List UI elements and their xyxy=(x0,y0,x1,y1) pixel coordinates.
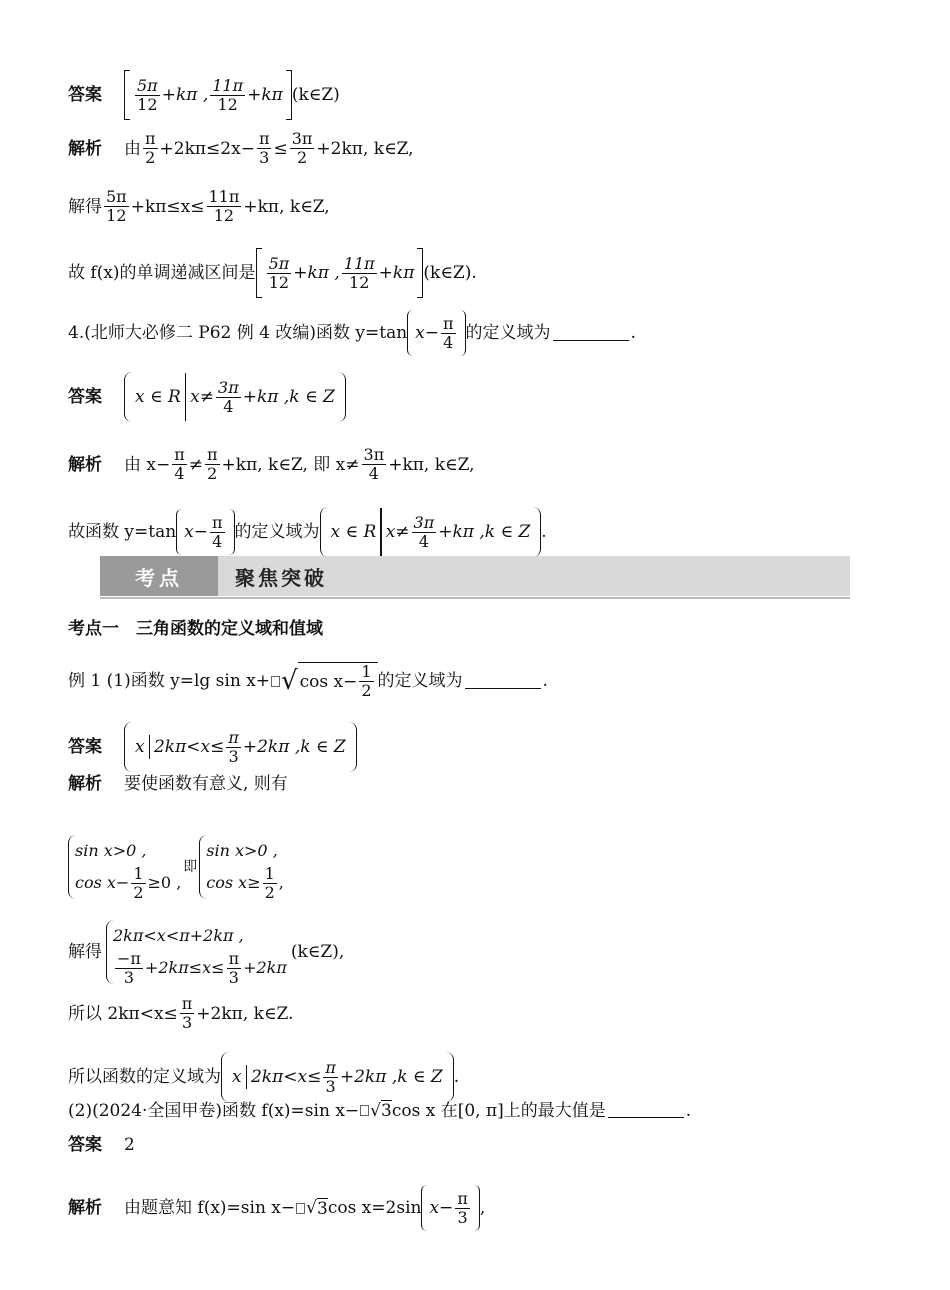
so-line-1 xyxy=(68,995,293,1032)
answer-label: 答案 xyxy=(68,387,102,407)
answer-value: 2 xyxy=(124,1135,135,1155)
question-text: 例 1 (1)函数 y=lg sin x+ xyxy=(68,671,271,691)
text: 故 f(x)的单调递减区间是 xyxy=(68,263,256,283)
fraction: $\frac{1}{2}$ xyxy=(361,662,372,700)
math-text: +kπ, k∈Z, xyxy=(388,454,475,475)
analysis-label: 解析 xyxy=(68,138,102,159)
math-text: +kπ, k∈Z, xyxy=(243,196,330,217)
analysis-label: 解析 xyxy=(68,774,102,794)
fraction: $\frac{3\pi}{2}$ xyxy=(291,129,313,167)
solve-line-1 xyxy=(68,188,330,225)
math-text: +kπ, k∈Z, 即 x≠ xyxy=(221,454,360,475)
conclusion-line-q4 xyxy=(68,507,547,557)
fraction: $\frac{\pi}{3}$ xyxy=(228,727,239,766)
fraction: $\frac{11\pi}{12}$ xyxy=(208,187,240,225)
left-brace xyxy=(221,1052,229,1102)
text: 由 xyxy=(124,138,141,159)
answer-line-ex1 xyxy=(68,722,357,772)
fraction: $\frac{\pi}{3}$ xyxy=(457,1188,468,1227)
question-4 xyxy=(68,310,636,356)
math-text: ≤ xyxy=(273,138,288,159)
math-text: +kπ , xyxy=(161,85,209,105)
radical-sign: √ xyxy=(281,666,298,696)
math-text: (k∈Z). xyxy=(423,263,477,283)
analysis-line-1 xyxy=(68,130,414,167)
right-brace xyxy=(446,1052,454,1102)
text: 解得 xyxy=(68,196,102,217)
radical xyxy=(281,662,377,700)
fraction: $\frac{\pi}{4}$ xyxy=(174,445,185,483)
radical-sign: √ xyxy=(370,1100,381,1121)
left-paren xyxy=(407,310,413,356)
right-brace xyxy=(338,372,346,422)
system-1 xyxy=(68,835,284,902)
math-text: 3 xyxy=(316,1198,328,1219)
set-bar xyxy=(246,1065,247,1089)
math-text: x≠ xyxy=(385,522,410,542)
placeholder-box xyxy=(296,1203,305,1214)
system-row: sin x>0 , xyxy=(206,841,278,860)
right-brace xyxy=(533,507,541,557)
text: . xyxy=(630,323,636,343)
fraction: $\frac{3\pi}{4}$ xyxy=(413,512,435,551)
section-tag: 考点 xyxy=(100,556,218,596)
placeholder-box xyxy=(271,676,280,687)
answer-blank xyxy=(465,674,541,689)
radical-body xyxy=(298,662,378,700)
set-bar xyxy=(185,373,186,421)
fraction: $\frac{1}{2}$ xyxy=(264,863,275,902)
fraction: $\frac{5\pi}{12}$ xyxy=(137,75,158,114)
analysis-line-ex1 xyxy=(68,774,288,794)
math-text: x≠ xyxy=(190,387,215,407)
fraction: $\frac{3\pi}{4}$ xyxy=(363,445,385,483)
system-row: $\frac{-\pi}{3}$ +2kπ≤x≤ $\frac{\pi}{3}$ +2kπ xyxy=(117,948,287,987)
fraction: $\frac{11\pi}{12}$ xyxy=(343,253,375,292)
question-text: (2)(2024·全国甲卷)函数 f(x)=sin x− xyxy=(68,1100,360,1121)
math-text: 3 xyxy=(381,1101,392,1121)
question-text: 4.(北师大必修二 P62 例 4 改编)函数 y=tan xyxy=(68,323,408,343)
set-bar xyxy=(380,508,381,556)
right-brace xyxy=(349,722,357,772)
math-text: ≠ xyxy=(188,454,204,475)
left-brace xyxy=(124,722,132,772)
question-text: cos x 在[0, π]上的最大值是 xyxy=(391,1100,606,1121)
fraction: $\frac{-\pi}{3}$ xyxy=(117,948,141,987)
fraction: $\frac{\pi}{3}$ xyxy=(325,1057,336,1096)
example-1-1 xyxy=(68,662,548,700)
fraction: $\frac{\pi}{3}$ xyxy=(258,129,270,167)
math-text: x− xyxy=(415,323,439,343)
text: . xyxy=(541,522,547,542)
fraction: $\frac{\pi}{2}$ xyxy=(145,129,156,167)
topic-heading: 考点一 三角函数的定义域和值域 xyxy=(68,619,323,639)
text: 即 xyxy=(183,859,198,875)
system-row: cos x≥ $\frac{1}{2}$ , xyxy=(206,863,284,902)
conclusion-line-1 xyxy=(68,248,477,298)
math-text: +2kπ ,k ∈ Z xyxy=(242,737,346,757)
math-text: x xyxy=(232,1067,242,1087)
text: , xyxy=(479,1198,486,1218)
math-text: +kπ xyxy=(247,85,283,105)
question-text: 的定义域为 xyxy=(377,671,463,691)
math-text: +2kπ, k∈Z, xyxy=(316,138,414,159)
fraction: $\frac{\pi}{4}$ xyxy=(443,313,454,352)
math-text: x− xyxy=(184,522,209,542)
math-text: x xyxy=(135,737,145,757)
math-text: 所以 2kπ<x≤ xyxy=(68,1003,178,1024)
set-bar xyxy=(149,735,150,759)
fraction: $\frac{\pi}{4}$ xyxy=(212,512,223,551)
inequality-system xyxy=(199,835,284,902)
analysis-line-q4 xyxy=(68,446,475,483)
fraction: $\frac{\pi}{3}$ xyxy=(181,994,193,1032)
analysis-label: 解析 xyxy=(68,454,102,475)
fraction: $\frac{11\pi}{12}$ xyxy=(212,75,244,114)
answer-blank xyxy=(553,326,629,341)
left-brace xyxy=(124,372,132,422)
fraction: $\frac{5\pi}{12}$ xyxy=(268,253,290,292)
math-text: +kπ xyxy=(378,263,415,283)
math-text: (k∈Z) xyxy=(291,85,340,105)
text: 故函数 y=tan xyxy=(68,522,177,542)
math-text: +2kπ ,k ∈ Z xyxy=(339,1067,443,1087)
fraction: $\frac{\pi}{2}$ xyxy=(207,445,218,483)
text: 的定义域为 xyxy=(234,522,320,542)
answer-line-q4 xyxy=(68,372,346,422)
left-paren xyxy=(176,509,182,555)
so-line-2 xyxy=(68,1052,459,1102)
radical-sign: √ xyxy=(306,1198,317,1218)
math-text: +kπ , xyxy=(293,263,340,283)
math-text: cos x=2sin xyxy=(327,1198,422,1218)
math-text: 2kπ<x≤ xyxy=(153,737,225,757)
math-text: +2kπ≤2x− xyxy=(159,138,255,159)
fraction: $\frac{1}{2}$ xyxy=(133,863,144,902)
placeholder-box xyxy=(360,1105,369,1116)
inequality-system xyxy=(68,835,182,902)
text: 所以函数的定义域为 xyxy=(68,1067,221,1087)
math-text: x− xyxy=(429,1198,454,1218)
analysis-line-ex2 xyxy=(68,1185,485,1231)
left-bracket xyxy=(124,70,130,120)
math-text: cos x− xyxy=(299,671,358,692)
inequality-system xyxy=(106,920,287,987)
math-text: 由题意知 f(x)=sin x− xyxy=(124,1198,296,1218)
analysis-label: 解析 xyxy=(68,1198,102,1218)
math-text: +kπ ,k ∈ Z xyxy=(438,522,531,542)
text: . xyxy=(453,1067,460,1087)
left-paren xyxy=(421,1185,427,1231)
system-row: 2kπ<x<π+2kπ , xyxy=(113,926,244,945)
answer-label: 答案 xyxy=(68,737,102,757)
fraction: $\frac{3\pi}{4}$ xyxy=(218,377,239,416)
left-bracket xyxy=(256,248,262,298)
system-row: cos x− $\frac{1}{2}$ ≥0 , xyxy=(75,863,182,902)
math-text: x ∈ R xyxy=(135,387,181,407)
text: . xyxy=(685,1100,692,1121)
system-row: sin x>0 , xyxy=(75,841,147,860)
answer-label: 答案 xyxy=(68,85,102,105)
answer-label: 答案 xyxy=(68,1135,102,1155)
section-title: 聚焦突破 xyxy=(235,565,327,590)
math-text: 由 x− xyxy=(124,454,171,475)
math-text: +2kπ, k∈Z. xyxy=(196,1003,294,1024)
answer-line-ex2 xyxy=(68,1135,135,1155)
left-brace xyxy=(320,507,328,557)
system-2 xyxy=(68,920,345,987)
text: . xyxy=(542,671,548,691)
fraction: $\frac{5\pi}{12}$ xyxy=(106,187,127,225)
answer-line-1 xyxy=(68,70,340,120)
math-text: x ∈ R xyxy=(330,522,377,542)
example-1-2 xyxy=(68,1100,691,1121)
text: 要使函数有意义, 则有 xyxy=(124,774,288,794)
section-band xyxy=(100,556,850,596)
answer-blank xyxy=(608,1103,684,1118)
text: 解得 xyxy=(68,942,102,962)
fraction: $\frac{\pi}{3}$ xyxy=(228,948,240,987)
math-text: 2kπ<x≤ xyxy=(250,1067,322,1087)
math-text: (k∈Z), xyxy=(290,942,345,962)
question-text: 的定义域为 xyxy=(465,323,551,343)
band-underline xyxy=(100,597,850,599)
math-text: +kπ ,k ∈ Z xyxy=(242,387,335,407)
math-text: +kπ≤x≤ xyxy=(130,196,205,217)
